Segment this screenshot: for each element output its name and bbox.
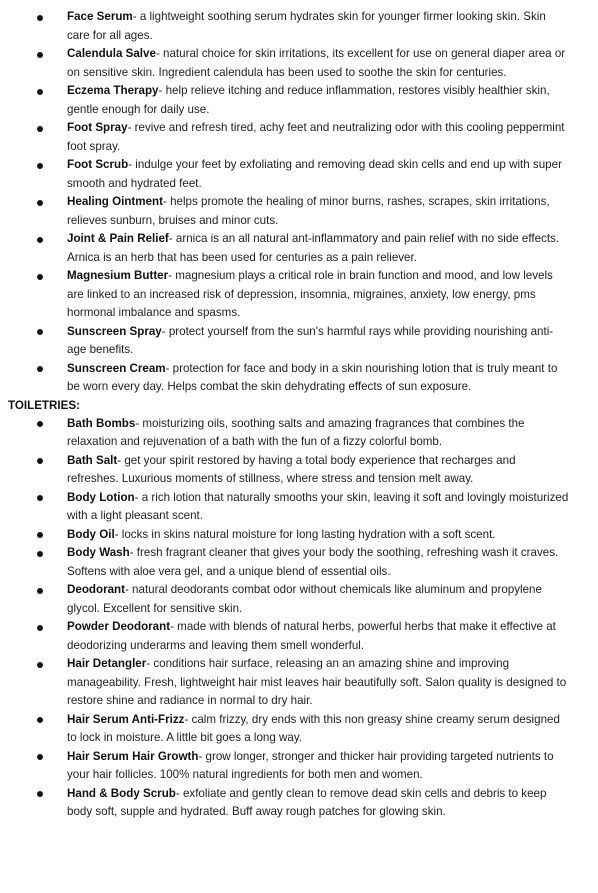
bullet-icon	[37, 717, 43, 723]
list-item	[8, 8, 586, 45]
list-item	[8, 415, 586, 452]
product-description: - locks in skins natural moisture for long lasting hydration with a soft scent.	[114, 527, 496, 541]
product-description: - fresh fragrant cleaner that gives your body the soothing, refreshing wash it craves. Softens with aloe vera gel, and a unique blend of essential oils.	[67, 546, 559, 578]
bullet-icon	[37, 15, 43, 21]
product-description: - made with blends of natural herbs, powerful herbs that make it effective at deodorizing underarms and leaving them smell wonderful.	[67, 620, 556, 652]
list-item	[8, 156, 586, 193]
product-description: - moisturizing oils, soothing salts and amazing fragrances that combines the relaxation and rejuvenation of a bath with the fun of a fizzy colorful bomb.	[67, 416, 525, 448]
list-item	[8, 267, 586, 323]
bullet-icon	[37, 625, 43, 631]
product-description: - natural deodorants combat odor without chemicals like aluminum and propylene glycol. Excellent for sensitive skin.	[67, 583, 542, 615]
list-item	[8, 119, 586, 156]
product-description: - a lightweight soothing serum hydrates skin for younger firmer looking skin. Skin care for all ages.	[67, 10, 546, 42]
product-description: - helps promote the healing of minor burns, rashes, scrapes, skin irritations, relieves sunburn, bruises and minor cuts.	[67, 195, 550, 227]
product-name: Magnesium Butter	[67, 269, 169, 282]
product-name: Deodorant	[67, 583, 125, 596]
product-description: - help relieve itching and reduce inflammation, restores visibly healthier skin, gentle enough for daily use.	[67, 84, 550, 116]
product-name: Hand & Body Scrub	[67, 786, 176, 800]
bullet-icon	[37, 495, 43, 501]
bullet-icon	[37, 588, 43, 594]
product-name: Bath Salt	[67, 453, 118, 467]
bullet-icon	[37, 458, 43, 464]
product-description: - arnica is an all natural ant-inflammatory and pain relief with no side effects. Arnica is an herb that has been used for centuries as a pain reliever.	[67, 232, 560, 264]
product-description: - grow longer, stronger and thicker hair providing targeted nutrients to your hair follicles. 100% natural ingredients for both men and women.	[67, 749, 554, 781]
product-name: Body Oil	[67, 527, 115, 541]
toiletries-list	[8, 415, 586, 822]
bullet-icon	[37, 754, 43, 760]
skincare-list	[8, 8, 586, 397]
product-description: - natural choice for skin irritations, its excellent for use on general diaper area or on sensitive skin. Ingredient calendula has been used to soothe the skin for centuries.	[67, 47, 566, 79]
list-item	[8, 544, 586, 581]
product-description: - indulge your feet by exfoliating and removing dead skin cells and end up with super smooth and hydrated feet.	[67, 158, 562, 190]
list-item	[8, 193, 586, 230]
product-description: - exfoliate and gently clean to remove dead skin cells and debris to keep body soft, supple and hydrated. Buff away rough patches for glowing skin.	[67, 786, 547, 818]
list-item	[8, 748, 586, 785]
product-name: Joint & Pain Relief	[67, 232, 169, 245]
list-item	[8, 655, 586, 711]
product-description: - protection for face and body in a skin nourishing lotion that is truly meant to be worn every day. Helps combat the skin dehydrating effects of sun exposure.	[67, 361, 558, 393]
bullet-icon	[37, 126, 43, 132]
product-description: - revive and refresh tired, achy feet and neutralizing odor with this cooling peppermint foot spray.	[67, 121, 565, 153]
product-name: Foot Scrub	[67, 158, 129, 171]
list-item	[8, 452, 586, 489]
product-name: Body Lotion	[67, 490, 135, 504]
product-description: - conditions hair surface, releasing an an amazing shine and improving manageability. Fresh, lightweight hair mist leaves hair beautifully soft. Salon quality is designed to restore shine and radiance in normal to dry hair.	[67, 657, 567, 707]
list-item	[8, 360, 586, 397]
bullet-icon	[37, 662, 43, 668]
product-name: Powder Deodorant	[67, 620, 171, 633]
toiletries-heading: TOILETRIES:	[8, 398, 80, 412]
product-name: Sunscreen Spray	[67, 324, 162, 338]
bullet-icon	[37, 200, 43, 206]
product-description: - get your spirit restored by having a total body experience that recharges and refreshes. Luxurious moments of stillness, where stress and tension melt away.	[67, 453, 516, 485]
list-item	[8, 526, 586, 545]
product-name: Bath Bombs	[67, 416, 136, 430]
product-name: Calendula Salve	[67, 47, 156, 60]
list-item	[8, 489, 586, 526]
product-description: - a rich lotion that naturally smooths your skin, leaving it soft and lovingly moisturized with a light pleasant scent.	[67, 490, 569, 522]
bullet-icon	[37, 329, 43, 335]
list-item	[8, 581, 586, 618]
bullet-icon	[37, 421, 43, 427]
product-description: - protect yourself from the sun's harmful rays while providing nourishing anti-age benefits.	[67, 324, 554, 356]
list-item	[8, 323, 586, 360]
product-name: Hair Serum Hair Growth	[67, 749, 199, 763]
bullet-icon	[37, 791, 43, 797]
list-item	[8, 618, 586, 655]
product-name: Eczema Therapy	[67, 84, 159, 97]
bullet-icon	[37, 551, 43, 557]
list-item	[8, 45, 586, 82]
product-name: Hair Serum Anti-Frizz	[67, 712, 185, 726]
product-name: Body Wash	[67, 546, 130, 559]
list-item	[8, 82, 586, 119]
bullet-icon	[37, 89, 43, 95]
bullet-icon	[37, 366, 43, 372]
bullet-icon	[37, 274, 43, 280]
list-item	[8, 230, 586, 267]
product-name: Foot Spray	[67, 121, 128, 134]
product-description: - magnesium plays a critical role in brain function and mood, and low levels are linked to an increased risk of depression, insomnia, migraines, anxiety, low energy, pms hormonal imbalance and spasms.	[67, 269, 553, 319]
list-item	[8, 785, 586, 822]
product-name: Healing Ointment	[67, 195, 163, 208]
product-name: Sunscreen Cream	[67, 361, 166, 375]
product-name: Hair Detangler	[67, 657, 147, 670]
product-name: Face Serum	[67, 10, 133, 23]
bullet-icon	[37, 52, 43, 58]
bullet-icon	[37, 237, 43, 243]
bullet-icon	[37, 532, 43, 538]
list-item	[8, 711, 586, 748]
product-description: - calm frizzy, dry ends with this non greasy shine creamy serum designed to lock in moisture. A little bit goes a long way.	[67, 712, 560, 744]
bullet-icon	[37, 163, 43, 169]
